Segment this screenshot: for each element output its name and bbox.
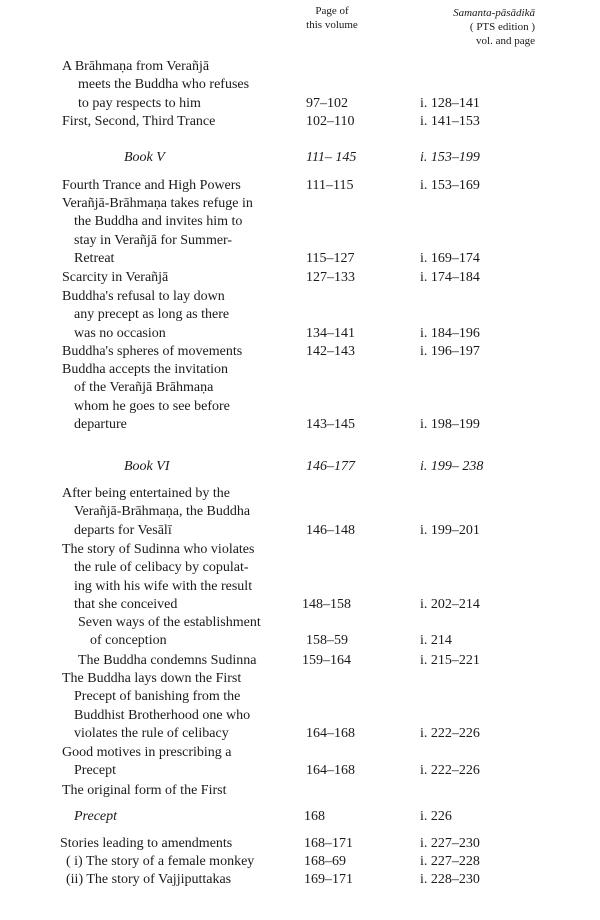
entry-line: The original form of the First xyxy=(62,783,227,798)
entry-line: the rule of celibacy by copulat- xyxy=(74,560,249,576)
entry-description xyxy=(62,744,302,781)
entry-description xyxy=(62,288,302,343)
entry-pts-ref: i. 222–226 xyxy=(420,725,480,741)
entry-description xyxy=(60,835,300,853)
entry-page: 169–171 xyxy=(304,872,353,887)
entry-page: 164–168 xyxy=(306,763,355,779)
entry-page: 168 xyxy=(304,809,325,824)
entry-line: of conception xyxy=(90,633,167,649)
entry-page: 164–168 xyxy=(306,725,355,741)
entry-line: Stories leading to amendments xyxy=(60,836,233,851)
entry-pts-ref: i. 228–230 xyxy=(420,872,480,887)
entry-line: whom he goes to see before xyxy=(74,398,230,414)
entry-line: Seven ways of the establishment xyxy=(78,615,261,630)
entry-page: 102–110 xyxy=(306,114,355,129)
entry-line: The Buddha condemns Sudinna xyxy=(78,653,257,668)
entry-pts-ref: i. 226 xyxy=(420,809,452,824)
entry-page: 97–102 xyxy=(306,95,348,111)
entry-line: Precept xyxy=(74,763,116,779)
samanta-pasadika-header xyxy=(405,6,535,48)
entry-line: meets the Buddha who refuses xyxy=(78,77,250,93)
entry-line: Book V xyxy=(124,150,165,165)
entry-description xyxy=(62,58,302,113)
entry-line: to pay respects to him xyxy=(78,95,201,111)
book-page-range: 111– 145 xyxy=(306,150,357,165)
page-of-volume-header xyxy=(290,4,374,32)
entry-description xyxy=(66,871,306,889)
entry-page: 127–133 xyxy=(306,270,355,285)
entry-description xyxy=(74,808,314,826)
entry-page: 168–69 xyxy=(304,854,346,869)
entry-description xyxy=(62,195,302,268)
entry-description xyxy=(78,614,318,651)
entry-line: was no occasion xyxy=(74,325,166,341)
entry-pts-ref: i. 128–141 xyxy=(420,95,480,111)
entry-pts-ref: i. 215–221 xyxy=(420,653,480,668)
book-page-range: 146–177 xyxy=(306,459,355,474)
entry-line: departs for Vesālī xyxy=(74,522,172,538)
entry-line: Retreat xyxy=(74,250,115,266)
entry-line: Fourth Trance and High Powers xyxy=(62,178,241,193)
entry-page: 148–158 xyxy=(302,596,351,612)
entry-pts-ref: i. 214 xyxy=(420,633,452,649)
entry-page: 159–164 xyxy=(302,653,351,668)
entry-line: ( i) The story of a female monkey xyxy=(66,854,255,869)
entry-pts-ref: i. 198–199 xyxy=(420,416,480,432)
entry-line: Scarcity in Verañjā xyxy=(62,270,169,285)
entry-line: Good motives in prescribing a xyxy=(62,745,232,760)
entry-pts-ref: i. 174–184 xyxy=(420,270,480,285)
entry-description xyxy=(62,269,302,287)
entry-page: 158–59 xyxy=(306,633,348,649)
entry-description xyxy=(62,670,302,743)
header-line: vol. and page xyxy=(476,35,535,47)
entry-description xyxy=(78,652,318,670)
entry-line: Precept of banishing from the xyxy=(74,689,241,705)
entry-line: The story of Sudinna who violates xyxy=(62,542,255,557)
entry-line: of the Verañjā Brāhmaṇa xyxy=(74,380,214,396)
entry-page: 142–143 xyxy=(306,344,355,359)
entry-description xyxy=(62,485,302,540)
entry-line: After being entertained by the xyxy=(62,486,230,501)
entry-line: any precept as long as there xyxy=(74,307,230,323)
entry-page: 134–141 xyxy=(306,325,355,341)
entry-pts-ref: i. 199–201 xyxy=(420,522,480,538)
entry-description xyxy=(62,177,302,195)
entry-line: Verañjā-Brāhmaṇa, the Buddha xyxy=(74,504,251,520)
entry-pts-ref: i. 184–196 xyxy=(420,325,480,341)
entry-line: Buddhist Brotherhood one who xyxy=(74,707,251,723)
entry-line: departure xyxy=(74,416,127,432)
entry-line: the Buddha and invites him to xyxy=(74,214,243,230)
entry-pts-ref: i. 153–169 xyxy=(420,178,480,193)
entry-pts-ref: i. 227–230 xyxy=(420,836,480,851)
entry-pts-ref: i. 169–174 xyxy=(420,250,480,266)
entry-pts-ref: i. 141–153 xyxy=(420,114,480,129)
entry-pts-ref: i. 222–226 xyxy=(420,763,480,779)
entry-description xyxy=(62,343,302,361)
header-line: ( PTS edition ) xyxy=(469,21,535,33)
entry-page: 143–145 xyxy=(306,416,355,432)
entry-line: violates the rule of celibacy xyxy=(74,725,229,741)
entry-pts-ref: i. 196–197 xyxy=(420,344,480,359)
entry-description xyxy=(62,782,302,800)
entry-page: 146–148 xyxy=(306,522,355,538)
entry-description xyxy=(62,361,302,434)
header-line: this volume xyxy=(306,19,358,31)
entry-description xyxy=(62,113,302,131)
header-line: Samanta-pāsādikā xyxy=(453,7,535,19)
entry-pts-ref: i. 227–228 xyxy=(420,854,480,869)
header-line: Page of xyxy=(315,5,349,17)
entry-line: Verañjā-Brāhmaṇa takes refuge in xyxy=(62,196,253,211)
entry-page: 115–127 xyxy=(306,250,355,266)
entry-pts-ref: i. 202–214 xyxy=(420,596,480,612)
entry-line: Buddha's spheres of movements xyxy=(62,344,243,359)
entry-line: stay in Verañjā for Summer- xyxy=(74,232,233,248)
entry-line: ing with his wife with the result xyxy=(74,578,253,594)
entry-line: A Brāhmaṇa from Verañjā xyxy=(62,59,210,74)
entry-line: that she conceived xyxy=(74,596,178,612)
entry-description xyxy=(66,853,306,871)
entry-line: Buddha's refusal to lay down xyxy=(62,289,225,304)
book-pts-range: i. 199– 238 xyxy=(420,459,484,474)
entry-line: Book VI xyxy=(124,459,170,474)
entry-line: (ii) The story of Vajjiputtakas xyxy=(66,872,232,887)
entry-page: 111–115 xyxy=(306,178,354,193)
entry-line: The Buddha lays down the First xyxy=(62,671,242,686)
entry-page: 168–171 xyxy=(304,836,353,851)
entry-line: Precept xyxy=(74,809,118,824)
entry-line: First, Second, Third Trance xyxy=(62,114,216,129)
book-pts-range: i. 153–199 xyxy=(420,150,480,165)
entry-description xyxy=(62,541,302,614)
entry-line: Buddha accepts the invitation xyxy=(62,362,229,377)
